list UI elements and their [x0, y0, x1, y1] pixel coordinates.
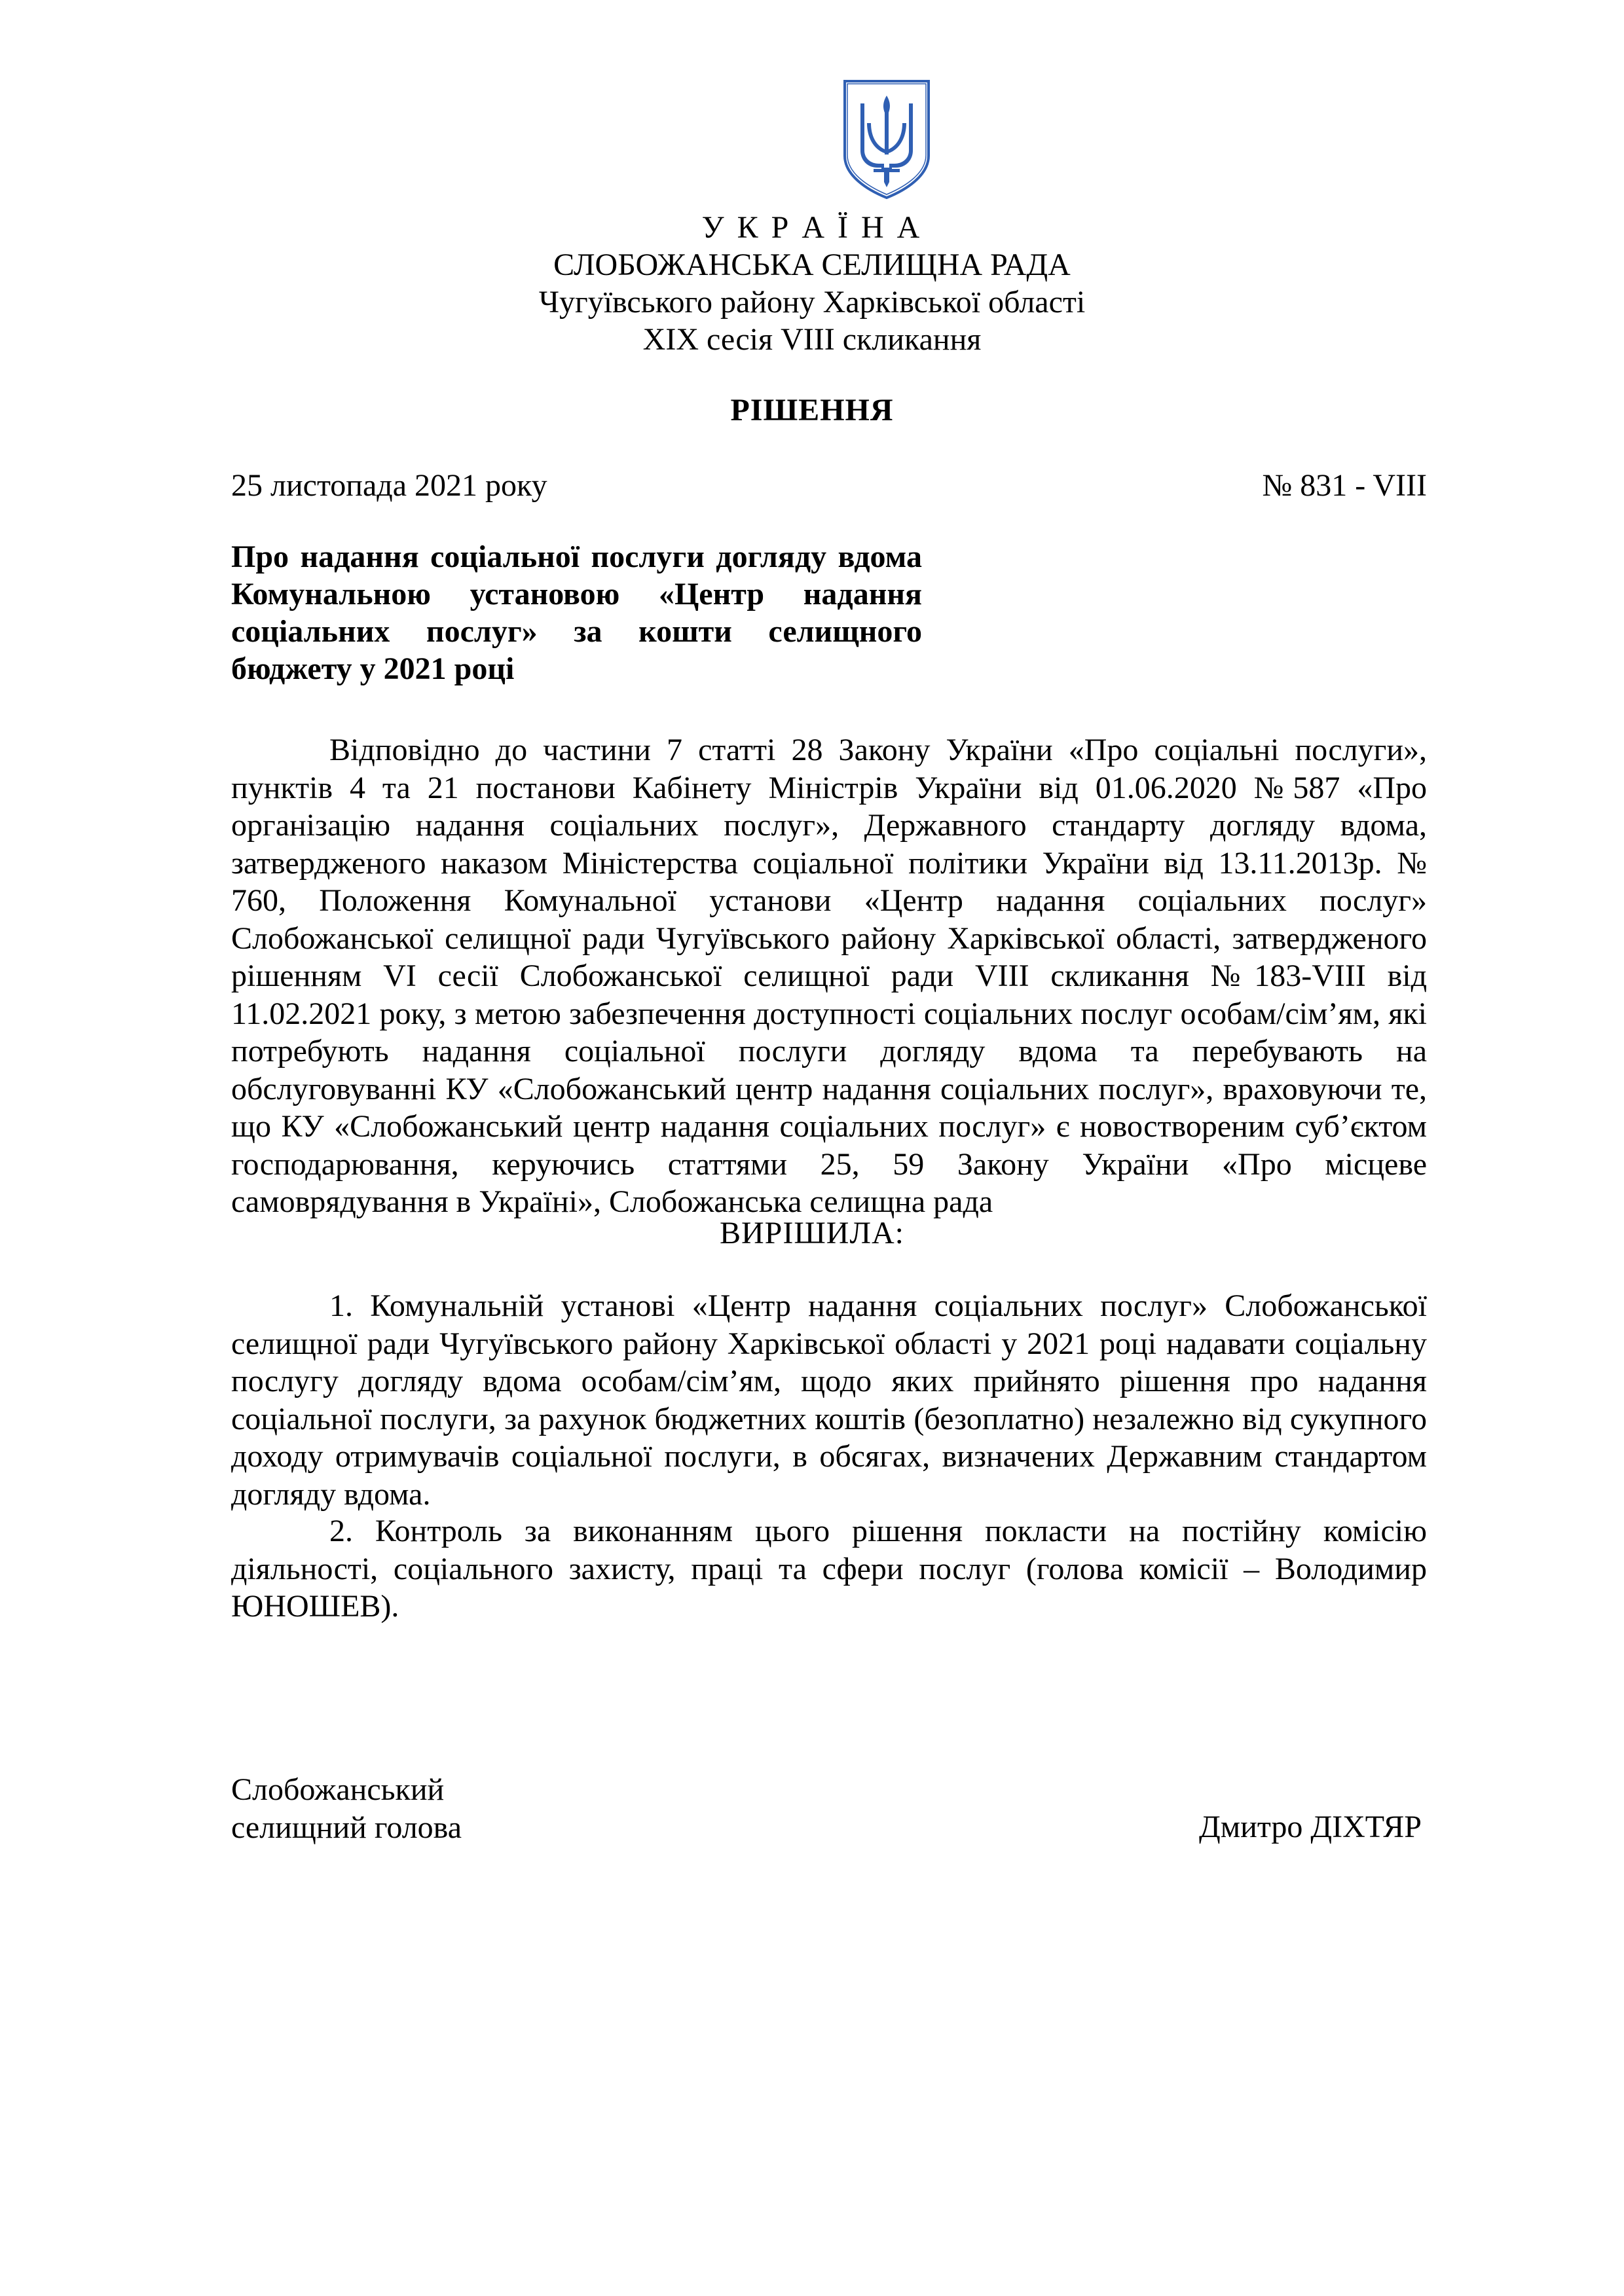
document-subject: Про надання соціальної послуги догляду вдома Комунальною установою «Центр надання соціальних послуг» за кошти селищного бюджету у 2021 році	[231, 539, 922, 686]
resolved-heading: ВИРІШИЛА:	[720, 1216, 904, 1250]
coat-of-arms-icon	[841, 77, 932, 202]
council-name: СЛОБОЖАНСЬКА СЕЛИЩНА РАДА	[553, 247, 1071, 282]
document-title: РІШЕННЯ	[730, 393, 894, 428]
decision-item-1: 1. Комунальній установі «Центр надання соціальних послуг» Слобожанської селищної ради Чугуївського району Харківської області у 2021 році надавати соціальну послугу догляду вдома особам/сім’ям, щодо яких прийнято рішення про надання соціальної послуги, за рахунок бюджетних коштів (безоплатно) незалежно від сукупного доходу отримувачів соціальної послуги, в обсягах, визначених Державним стандартом догляду вдома.	[231, 1288, 1427, 1512]
document-date: 25 листопада 2021 року	[231, 468, 547, 503]
country-name: У К Р А Ї Н А	[701, 210, 923, 245]
document-number: № 831 - VIII	[1262, 468, 1427, 503]
decision-item-2: 2. Контроль за виконанням цього рішення покласти на постійну комісію діяльності, соціального захисту, праці та сфери послуг (голова комісії – Володимир ЮНОШЕВ).	[231, 1514, 1427, 1624]
district-name: Чугуївського району Харківської області	[538, 285, 1086, 319]
session-info: XIX сесія VIII скликання	[642, 322, 982, 357]
signatory-position	[231, 1771, 462, 1846]
signatory-position-line-1: Слобожанський	[231, 1772, 445, 1807]
preamble-paragraph: Відповідно до частини 7 статті 28 Закону України «Про соціальні послуги», пунктів 4 та 21 постанови Кабінету Міністрів України від 01.06.2020 №587 «Про організацію надання соціальних послуг», Державного стандарту догляду вдома, затвердженого наказом Міністерства соціальної політики України від 13.11.2013р. № 760, Положення Комунальної установи «Центр надання соціальних послуг» Слобожанської селищної ради Чугуївського району Харківської області, затвердженого рішенням VI сесії Слобожанської селищної ради VIII скликання №183-VIII від 11.02.2021 року, з метою забезпечення доступності соціальних послуг особам/сім’ям, які потребують надання соціальної послуги догляду вдома та перебувають на обслуговуванні КУ «Слобожанський центр надання соціальних послуг», враховуючи те, що КУ «Слобожанський центр надання соціальних послуг» є новоствореним суб’єктом господарювання, керуючись статтями 25, 59 Закону України «Про місцеве самоврядування в Україні», Слобожанська селищна рада	[231, 733, 1427, 1219]
signatory-name: Дмитро ДІХТЯР	[1199, 1810, 1422, 1844]
signatory-position-line-2: селищний голова	[231, 1810, 462, 1845]
